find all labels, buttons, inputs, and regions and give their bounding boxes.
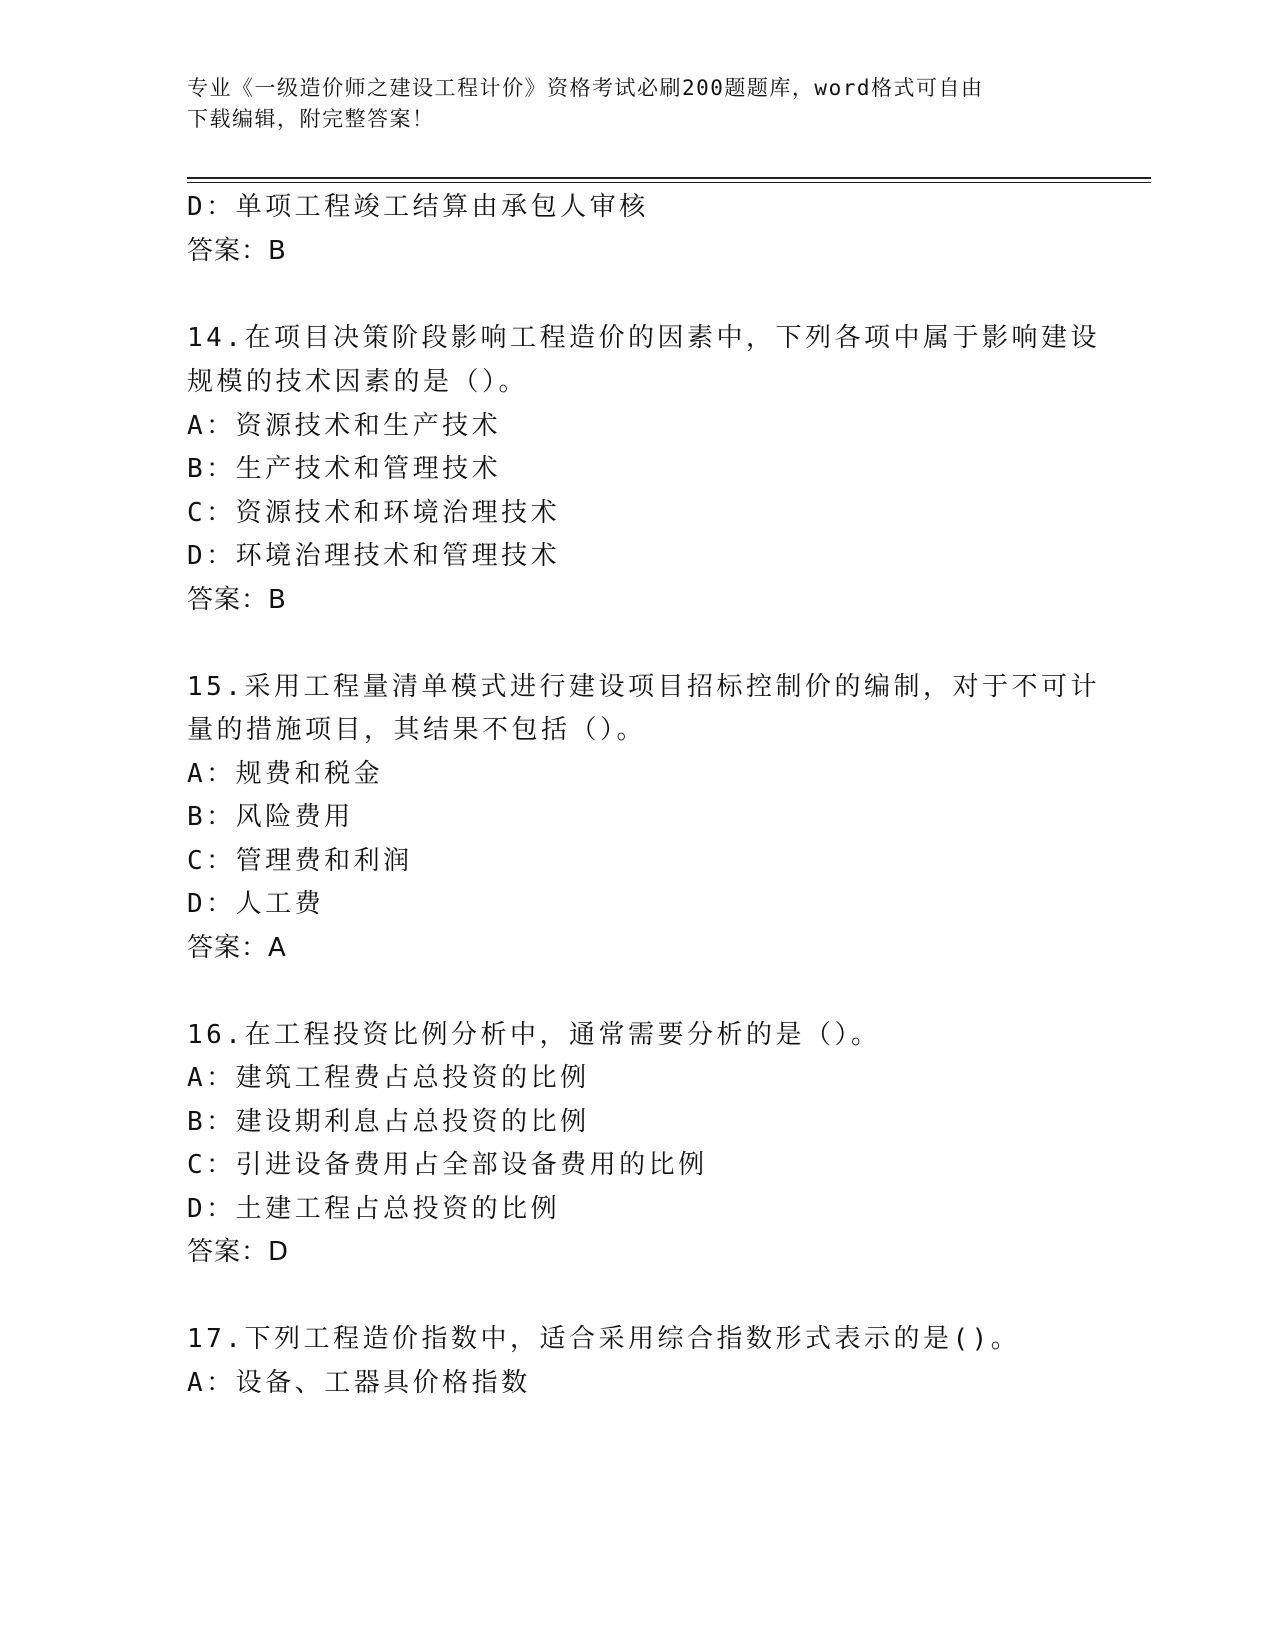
question-16-option-c: C：引进设备费用占全部设备费用的比例 bbox=[187, 1150, 708, 1180]
question-16-option-a: A：建筑工程费占总投资的比例 bbox=[187, 1063, 590, 1093]
header-line-2: 下载编辑，附完整答案！ bbox=[187, 107, 435, 131]
question-14-option-c: C：资源技术和环境治理技术 bbox=[187, 498, 561, 528]
question-14-stem-line-2: 规模的技术因素的是（）。 bbox=[187, 367, 529, 397]
question-16-stem-line-1: 16.在工程投资比例分析中，通常需要分析的是（）。 bbox=[187, 1020, 881, 1050]
document-header bbox=[187, 73, 1067, 135]
question-15-option-a: A：规费和税金 bbox=[187, 759, 384, 789]
question-14-option-a: A：资源技术和生产技术 bbox=[187, 411, 502, 441]
question-16-answer: 答案：D bbox=[187, 1237, 290, 1267]
question-17-option-a: A：设备、工器具价格指数 bbox=[187, 1368, 531, 1398]
header-rule-thick bbox=[187, 177, 1151, 179]
question-14-option-b: B：生产技术和管理技术 bbox=[187, 454, 502, 484]
question-15-option-b: B：风险费用 bbox=[187, 802, 354, 832]
question-15-answer: 答案：A bbox=[187, 933, 287, 963]
question-16-option-b: B：建设期利息占总投资的比例 bbox=[187, 1107, 590, 1137]
header-rule-thin bbox=[187, 182, 1151, 183]
question-17-stem-line-1: 17.下列工程造价指数中，适合采用综合指数形式表示的是()。 bbox=[187, 1324, 1021, 1354]
header-line-1: 专业《一级造价师之建设工程计价》资格考试必刷200题题库，word格式可自由 bbox=[187, 76, 984, 100]
question-16-option-d: D：土建工程占总投资的比例 bbox=[187, 1194, 561, 1224]
question-14-option-d: D：环境治理技术和管理技术 bbox=[187, 541, 561, 571]
question-15-stem-line-1: 15.采用工程量清单模式进行建设项目招标控制价的编制，对于不可计 bbox=[187, 672, 1100, 702]
option-d: D：单项工程竣工结算由承包人审核 bbox=[187, 192, 649, 222]
question-15-stem-line-2: 量的措施项目，其结果不包括（）。 bbox=[187, 715, 647, 745]
question-14-answer: 答案：B bbox=[187, 585, 287, 615]
question-15-option-d: D：人工费 bbox=[187, 889, 325, 919]
answer-line: 答案：B bbox=[187, 236, 287, 266]
question-14-stem-line-1: 14.在项目决策阶段影响工程造价的因素中，下列各项中属于影响建设 bbox=[187, 323, 1100, 353]
question-15-option-c: C：管理费和利润 bbox=[187, 846, 413, 876]
